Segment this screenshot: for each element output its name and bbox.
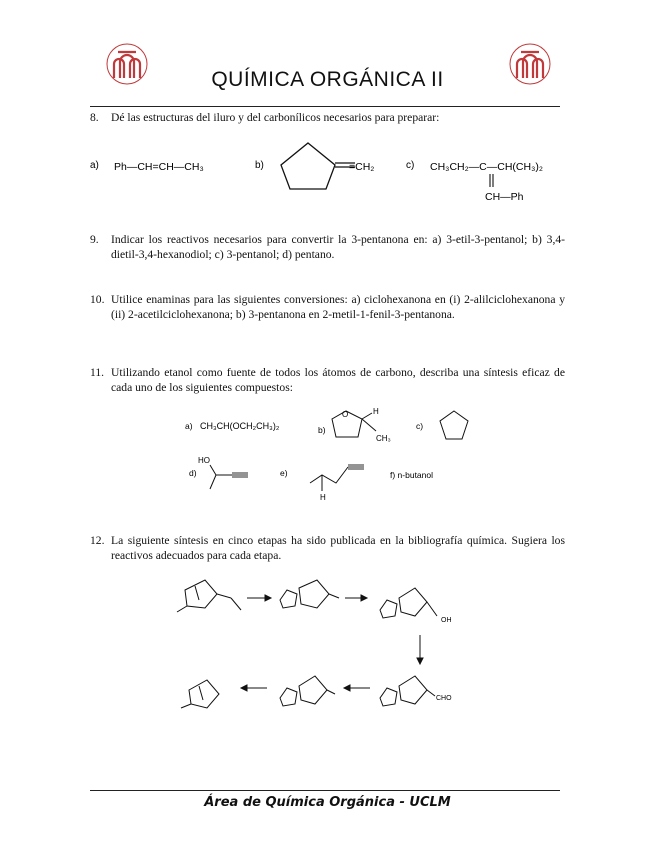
question-number: 8. (90, 111, 99, 124)
q8-label-c: c) (406, 160, 415, 171)
q8-label-b: b) (255, 160, 264, 171)
footer-rule (90, 790, 560, 791)
q11-label-b: b) (318, 425, 326, 435)
q11-structures (180, 405, 480, 505)
question-number: 12. (90, 534, 105, 547)
q11-label-f: f) n-butanol (390, 470, 433, 480)
q11-formula-a: CH₃CH(OCH₂CH₃)₂ (200, 421, 280, 431)
question-text: Indicar los reactivos necesarios para convertir la 3-pentanona en: a) 3-etil-3-pentanol; b) 3,4-dietil-3,4-hexanodiol; c) 3-pentanol; d) pentano. (111, 233, 565, 261)
q12-oh: OH (441, 617, 452, 624)
question-number: 9. (90, 233, 99, 246)
q11-label-a: a) (185, 421, 193, 431)
q11-label-d: d) (189, 468, 197, 478)
footer-text: Área de Química Orgánica - UCLM (204, 795, 451, 810)
q8-formula-a: Ph—CH=CH—CH₃ (114, 161, 204, 173)
question-number: 10. (90, 293, 105, 306)
question-text: Utilizando etanol como fuente de todos los átomos de carbono, describa una síntesis eficaz de cada uno de los siguientes compuestos: (111, 366, 565, 394)
question-9 (90, 232, 565, 264)
question-text: La siguiente síntesis en cinco etapas ha sido publicada en la bibliografía química. Sugiera los reactivos adecuados para cada etapa. (111, 534, 565, 562)
header-rule (90, 106, 560, 107)
q8-structures (90, 135, 570, 215)
question-10 (90, 292, 565, 340)
question-number: 11. (90, 366, 105, 379)
q11-h-bottom: H (320, 493, 326, 502)
cyclopentane-ring (281, 143, 335, 189)
q11-h: H (373, 407, 379, 416)
q11-oxygen: O (342, 410, 349, 419)
q11-ho: HO (198, 456, 210, 465)
question-text: Dé las estructuras del iluro y del carbonílicos necesarios para preparar: (111, 111, 440, 124)
question-text: Utilice enaminas para las siguientes conversiones: a) ciclohexanona en (i) 2-alilciclohexanona y (ii) 2-acetilciclohexanona; b) 3-pentanona en 2-metil-1-fenil-3-pentanona. (111, 293, 565, 321)
q11-ch3: CH₃ (376, 434, 391, 443)
page-title: QUÍMICA ORGÁNICA II (211, 68, 444, 91)
q12-cho: CHO (436, 695, 452, 702)
q8-methylene: =CH₂ (349, 161, 375, 173)
q11-label-c: c) (416, 421, 424, 431)
question-12 (90, 533, 565, 565)
q8-formula-c-top: CH₃CH₂—C—CH(CH₃)₂ (430, 161, 543, 173)
q11-label-e: e) (280, 468, 288, 478)
question-11 (90, 365, 565, 397)
q8-formula-c-bottom: CH—Ph (485, 191, 524, 203)
q12-synthesis-scheme (165, 570, 465, 720)
question-8 (90, 110, 565, 126)
q8-label-a: a) (90, 160, 99, 171)
